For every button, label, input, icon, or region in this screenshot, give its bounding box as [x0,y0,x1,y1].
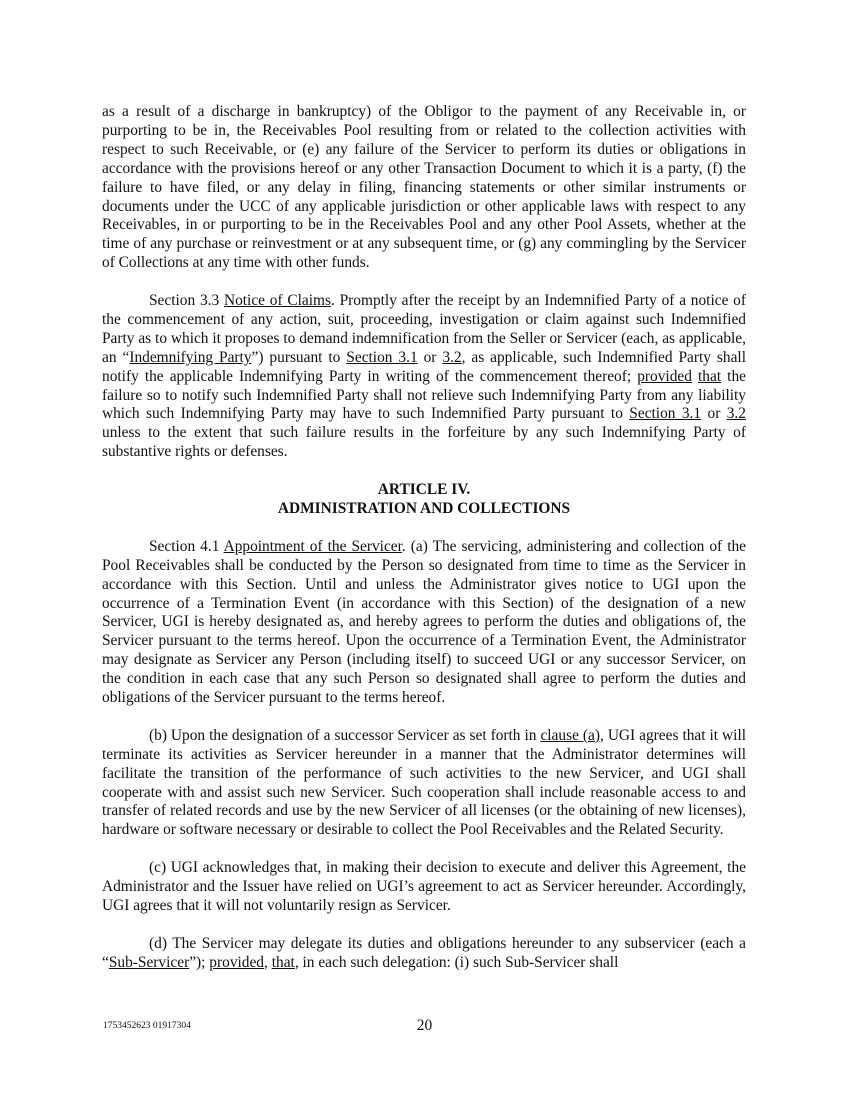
article-number: ARTICLE IV. [377,481,471,499]
paragraph-c: (c) UGI acknowledges that, in making their decision to execute and deliver this Agreement, the Administrator and the Issuer have relied on UGI’s agreement to act as Servicer hereunder. Accordingly, UGI agrees that it will not voluntarily resign as Servicer. [102,859,746,914]
paragraph-d-text-1: (d) The Servicer may delegate its duties and obligations hereunder to any subservicer (each a “ [102,934,746,971]
paragraph-d [102,935,746,973]
article-heading [102,481,746,519]
that-term-d: that [271,953,295,971]
document-id: 1753452623 01917304 [103,1021,191,1031]
section-3-3-text-4: , as applicable, such Indemnified Party shall notify the applicable Indemnifying Party in writing of the commencement thereof; [102,348,746,385]
document-page [102,103,746,991]
paragraph-b [102,727,746,840]
section-3-3-text-2: ”) pursuant to [251,348,347,366]
cross-ref-clause-a: clause (a) [540,726,600,744]
paragraph-indemnity-continued: as a result of a discharge in bankruptcy) of the Obligor to the payment of any Receivable in, or purporting to be in, the Receivables Pool resulting from or related to the collection activities with respect to such Receivable, or (e) any failure of the Servicer to perform its duties or obligations in accordance with the provisions hereof or any other Transaction Document to which it is a party, (f) the failure to have filed, or any delay in filing, financing statements or other similar instruments or documents under the UCC of any applicable jurisdiction or other applicable laws with respect to any Receivables, in or purporting to be in the Receivables Pool and any other Pool Assets, whether at the time of any purchase or reinvestment or at any subsequent time, or (g) any commingling by the Servicer of Collections at any time with other funds. [102,103,746,272]
defined-term-sub-servicer: Sub-Servicer [108,953,190,971]
provided-term: provided [637,367,692,385]
section-4-1-prefix: Section 4.1 [149,537,224,555]
page-number: 20 [416,1017,433,1034]
defined-term-indemnifying-party: Indemnifying Party [129,348,252,366]
section-4-1-text: . (a) The servicing, administering and collection of the Pool Receivables shall be conducted by the Person so designated from time to time as the Servicer in accordance with this Section. Until and unless the Administrator gives notice to UGI upon the occurrence of a Termination Event (in accordance with this Section) of the designation of a new Servicer, UGI is hereby designated as, and hereby agrees to perform the duties and obligations of, the Servicer pursuant to the terms hereof. Upon the occurrence of a Termination Event, the Administrator may designate as Servicer any Person (including itself) to succeed UGI or any successor Servicer, on the condition in each case that any such Person so designated shall agree to perform the duties and obligations of the Servicer pursuant to the terms hereof. [102,537,746,707]
paragraph-d-text-2: ”); [189,953,210,971]
section-3-3-text-7: or [701,405,727,423]
cross-ref-section-3-1: Section 3.1 [346,348,418,366]
section-3-3-text-1: . Promptly after the receipt by an Indemnified Party of a notice of the commencement of any action, suit, proceeding, investigation or claim against such Indemnified Party as to which it proposes to demand indemnification from the Seller or Servicer (each, as applicable, an “ [102,292,746,366]
paragraph-d-text-3: , [264,953,272,971]
paragraph-b-text-1: (b) Upon the designation of a successor Servicer as set forth in [149,726,541,744]
paragraph-b-text-2: , UGI agrees that it will terminate its activities as Servicer hereunder in a manner that the Administrator determines will facilitate the transition of the performance of such activities to the new Servicer, and UGI shall cooperate with and assist such new Servicer. Such cooperation shall include reasonable access to and transfer of related records and use by the new Servicer of all licenses (or the obtaining of new licenses), hardware or software necessary or desirable to collect the Pool Receivables and the Related Security. [102,726,746,839]
provided-term-d: provided [209,953,265,971]
section-3-3-heading: Notice of Claims [223,292,331,310]
section-3-3-prefix: Section 3.3 [149,292,224,310]
cross-ref-3-2: 3.2 [442,348,462,366]
article-title: ADMINISTRATION AND COLLECTIONS [277,500,571,517]
section-3-3-text-3: or [417,348,443,366]
section-3-3-text-6: the failure so to notify such Indemnified Party shall not relieve such Indemnifying Party from any liability which such Indemnifying Party may have to such Indemnified Party pursuant to [102,367,746,423]
cross-ref-3-2-second: 3.2 [726,405,746,423]
that-term: that [698,367,722,385]
cross-ref-section-3-1-second: Section 3.1 [629,405,702,423]
paragraph-d-text-4: , in each such delegation: (i) such Sub-Servicer shall [294,953,619,971]
section-3-3-text-8: unless to the extent that such failure results in the forfeiture by any such Indemnifying Party of substantive rights or defenses. [102,424,746,461]
section-4-1 [102,538,746,708]
section-3-3 [102,292,746,462]
section-4-1-heading: Appointment of the Servicer [223,537,402,555]
